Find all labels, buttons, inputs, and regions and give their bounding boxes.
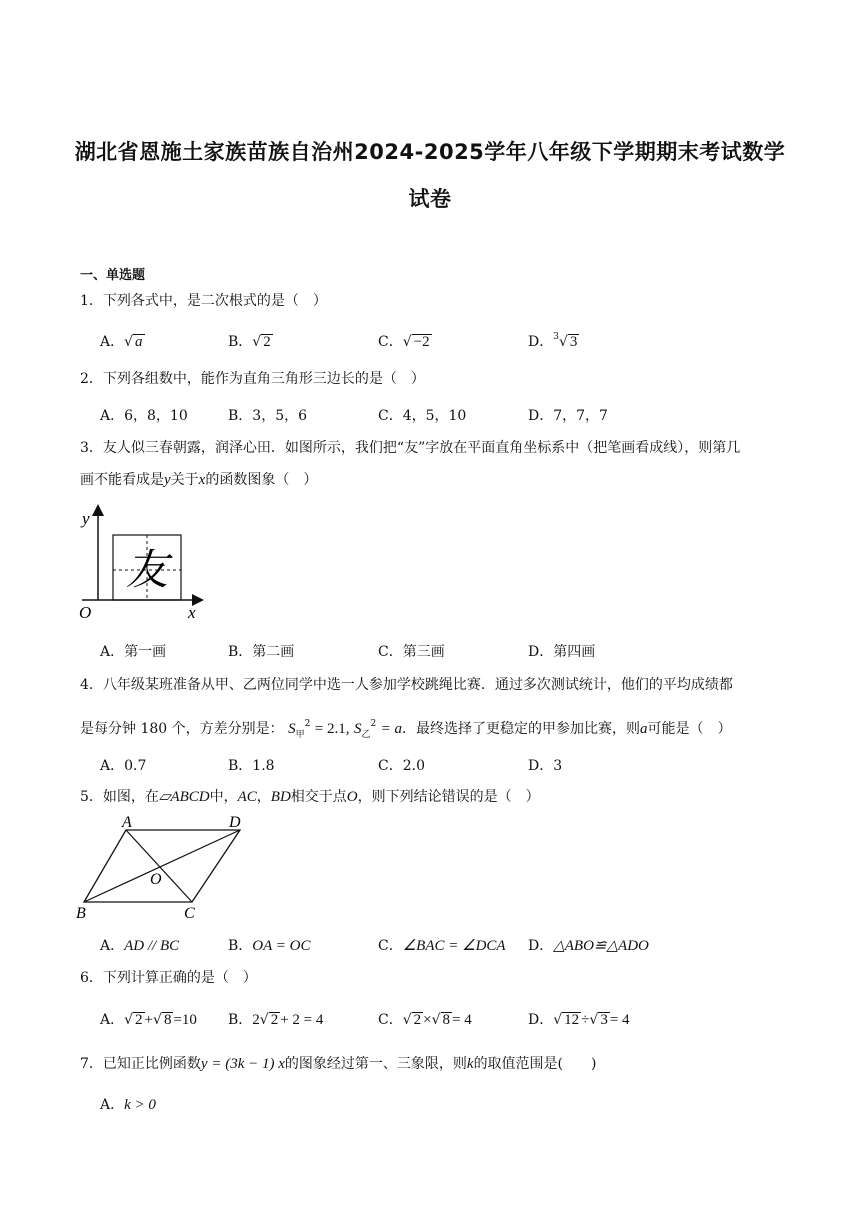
question-4-option-d: D．3 [528,758,563,774]
question-4-option-b: B．1.8 [228,758,275,774]
question-1-option-d: D．$^3$√ 3 [528,332,578,350]
question-5-option-a: A．AD // BC [100,938,180,954]
question-3-stem-line2: 画不能看成是y关于x的函数图象（ ） [80,472,318,488]
question-3-option-d: D．第四画 [528,644,596,660]
document-title-line1: 湖北省恩施土家族苗族自治州2024-2025学年八年级下学期期末考试数学 [74,140,786,164]
question-1-option-b: B．√ 2 [228,334,271,350]
question-6-option-d: D．√ 12 ÷√ 3 = 4 [528,1012,630,1028]
vertex-a-label: A [122,814,132,831]
question-2-option-c: C．4，5，10 [378,408,467,424]
question-1-option-c: C．√ −2 [378,334,430,350]
question-7-stem: 7．已知正比例函数y = (3k − 1) x的图象经过第一、三象限，则k的取值范围是( ) [80,1056,597,1072]
y-axis-label: y [82,509,90,528]
vertex-d-label: D [229,814,241,831]
question-2-option-b: B．3，5，6 [228,408,308,424]
vertex-b-label: B [76,905,86,922]
question-4-option-a: A．0.7 [100,758,147,774]
question-3-option-c: C．第三画 [378,644,445,660]
question-7-option-a: A．k > 0 [100,1097,156,1113]
question-6-option-b: B．2√ 2 + 2 = 4 [228,1012,324,1028]
vertex-c-label: C [184,905,195,922]
question-3-stem-line1: 3．友人似三春朝露，润泽心田．如图所示，我们把“友”字放在平面直角坐标系中（把笔画看成线），则第几 [80,440,741,456]
question-5-option-b: B．OA = OC [228,938,311,954]
question-6-stem: 6．下列计算正确的是（ ） [80,970,257,986]
x-axis-label: x [188,603,196,622]
question-2-option-d: D．7，7，7 [528,408,608,424]
question-5-stem: 5．如图，在▱ABCD中，AC，BD相交于点O，则下列结论错误的是（ ） [80,789,540,805]
question-4-stem-line1: 4．八年级某班准备从甲、乙两位同学中选一人参加学校跳绳比赛．通过多次测试统计，他们的平均成绩都 [80,677,733,693]
document-title-line2: 试卷 [408,187,452,211]
question-1-option-a: A．√ a [100,334,143,350]
question-1-stem: 1．下列各式中，是二次根式的是（ ） [80,293,327,309]
question-6-option-c: C．√ 2 ×√ 8 = 4 [378,1012,472,1028]
question-3-coordinate-figure [76,504,206,626]
question-5-option-c: C．∠BAC = ∠DCA [378,938,506,954]
question-5-parallelogram-figure [74,814,254,924]
question-5-option-d: D．△ABO≌△ADO [528,938,649,954]
character-you: 友 [125,545,169,594]
question-3-option-a: A．第一画 [100,644,167,660]
question-6-option-a: A．√ 2 +√ 8 =10 [100,1012,197,1028]
section-heading: 一、单选题 [80,268,146,283]
question-2-stem: 2．下列各组数中，能作为直角三角形三边长的是（ ） [80,371,425,387]
question-4-option-c: C．2.0 [378,758,425,774]
question-2-option-a: A．6，8，10 [100,408,188,424]
origin-label: O [79,603,92,622]
point-o-label: O [150,871,162,888]
diagonal-ac [126,830,192,902]
question-4-stem-line2: 是每分钟 180 个，方差分别是： $S_甲^2 = 2.1$, $S_乙^2 = a$．最终选择了更稳定的甲参加比赛，则a可能是（ ） [80,719,732,740]
question-3-option-b: B．第二画 [228,644,295,660]
